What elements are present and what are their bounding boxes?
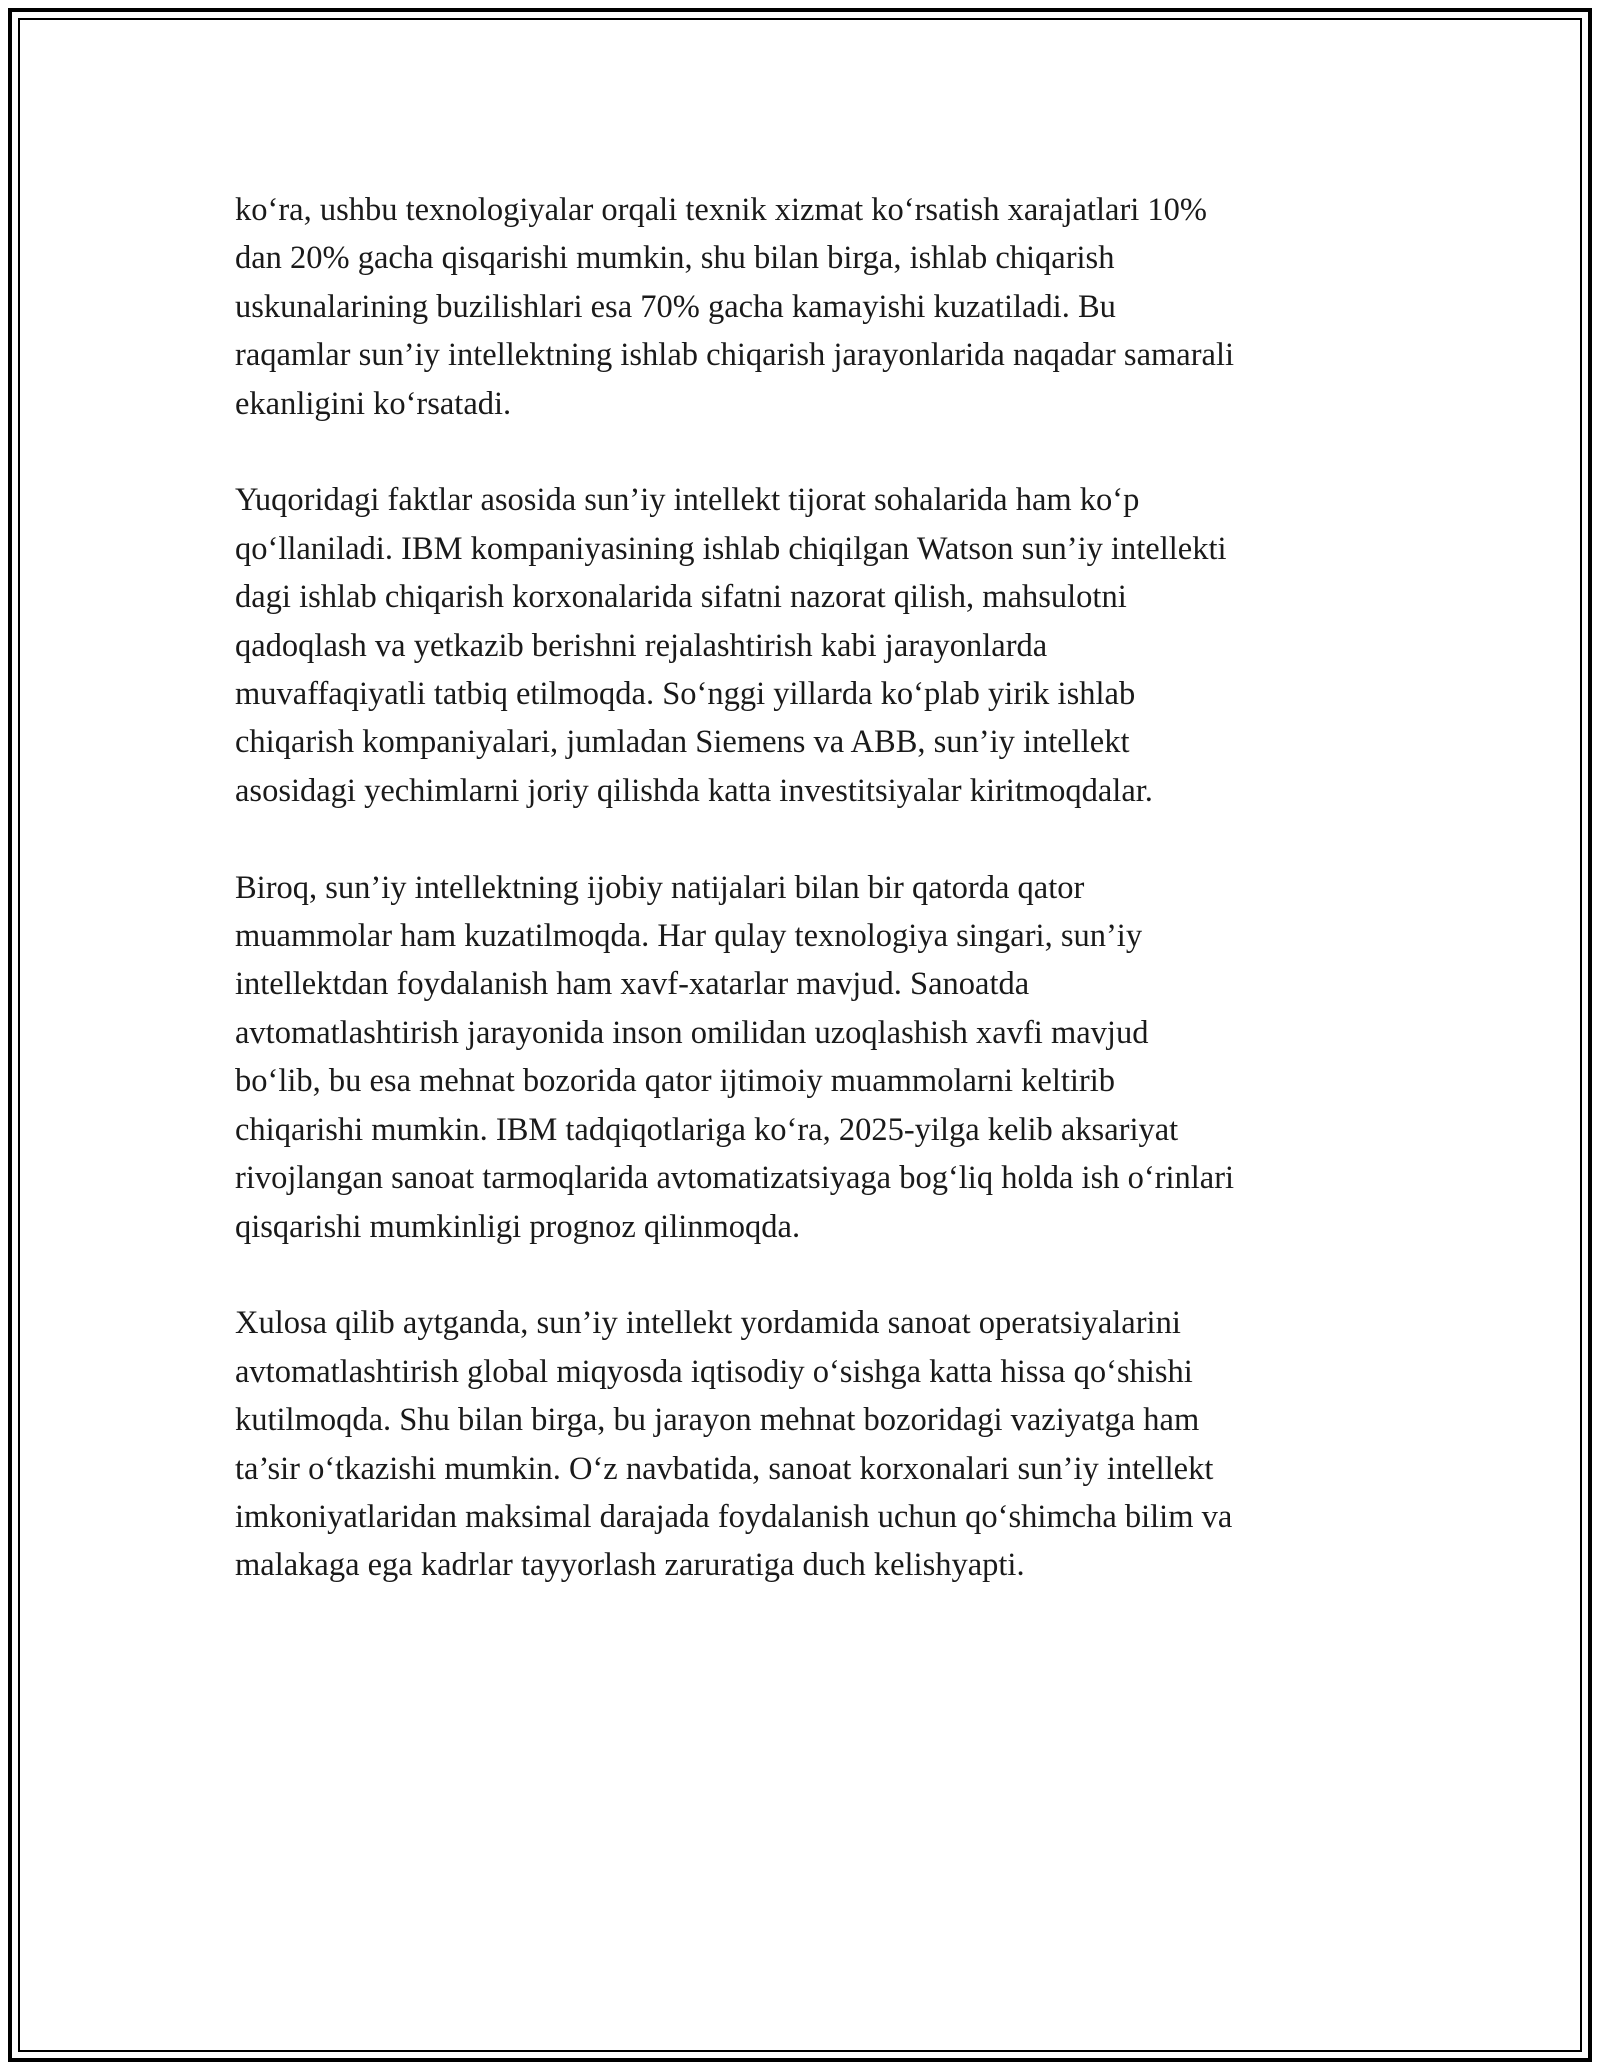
text-line: ko‘ra, ushbu texnologiyalar orqali texnik xizmat ko‘rsatish xarajatlari 10% bbox=[235, 192, 1208, 228]
text-line: avtomatlashtirish global miqyosda iqtisodiy o‘sishga katta hissa qo‘shishi bbox=[235, 1353, 1193, 1390]
text-line: Xulosa qilib aytganda, sun’iy intellekt yordamida sanoat operatsiyalarini bbox=[235, 1305, 1181, 1342]
text-line: qadoqlash va yetkazib berishni rejalashtirish kabi jarayonlarda bbox=[235, 627, 1048, 664]
text-line: rivojlangan sanoat tarmoqlarida avtomatizatsiyaga bog‘liq holda ish o‘rinlari bbox=[235, 1160, 1235, 1197]
text-line: Yuqoridagi faktlar asosida sun’iy intellekt tijorat sohalarida ham ko‘p bbox=[235, 482, 1140, 519]
text-line: avtomatlashtirish jarayonida inson omilidan uzoqlashish xavfi mavjud bbox=[235, 1014, 1149, 1051]
paragraph-4 bbox=[235, 1299, 1375, 1589]
text-line: ekanligini ko‘rsatadi. bbox=[235, 385, 512, 422]
paragraph-2 bbox=[235, 476, 1375, 815]
text-line: kutilmoqda. Shu bilan birga, bu jarayon mehnat bozoridagi vaziyatga ham bbox=[235, 1402, 1200, 1439]
text-line: asosidagi yechimlarni joriy qilishda katta investitsiyalar kiritmoqdalar. bbox=[235, 772, 1153, 809]
text-line: malakaga ega kadrlar tayyorlash zaruratiga duch kelishyapti. bbox=[235, 1547, 1025, 1584]
paragraph-3 bbox=[235, 864, 1375, 1251]
text-line: ta’sir o‘tkazishi mumkin. O‘z navbatida, sanoat korxonalari sun’iy intellekt bbox=[235, 1450, 1214, 1487]
text-line: uskunalarining buzilishlari esa 70% gacha kamayishi kuzatiladi. Bu bbox=[235, 288, 1116, 325]
text-line: chiqarish kompaniyalari, jumladan Siemens va ABB, sun’iy intellekt bbox=[235, 724, 1130, 761]
document-body bbox=[235, 186, 1375, 1638]
text-line: qo‘llaniladi. IBM kompaniyasining ishlab chiqilgan Watson sun’iy intellekti bbox=[235, 530, 1227, 567]
text-line: imkoniyatlaridan maksimal darajada foydalanish uchun qo‘shimcha bilim va bbox=[235, 1498, 1233, 1535]
text-line: muammolar ham kuzatilmoqda. Har qulay texnologiya singari, sun’iy bbox=[235, 918, 1143, 955]
text-line: chiqarishi mumkin. IBM tadqiqotlariga ko‘ra, 2025-yilga kelib aksariyat bbox=[235, 1111, 1179, 1148]
text-line: dan 20% gacha qisqarishi mumkin, shu bilan birga, ishlab chiqarish bbox=[235, 240, 1115, 277]
text-line: muvaffaqiyatli tatbiq etilmoqda. So‘nggi yillarda ko‘plab yirik ishlab bbox=[235, 676, 1136, 713]
text-line: bo‘lib, bu esa mehnat bozorida qator ijtimoiy muammolarni keltirib bbox=[235, 1063, 1116, 1100]
text-line: intellektdan foydalanish ham xavf-xatarlar mavjud. Sanoatda bbox=[235, 966, 1030, 1003]
paragraph-1 bbox=[235, 186, 1375, 428]
text-line: raqamlar sun’iy intellektning ishlab chiqarish jarayonlarida naqadar samarali bbox=[235, 337, 1235, 374]
text-line: Biroq, sun’iy intellektning ijobiy natijalari bilan bir qatorda qator bbox=[235, 869, 1085, 906]
text-line: dagi ishlab chiqarish korxonalarida sifatni nazorat qilish, mahsulotni bbox=[235, 579, 1127, 616]
text-line: qisqarishi mumkinligi prognoz qilinmoqda. bbox=[235, 1208, 801, 1245]
